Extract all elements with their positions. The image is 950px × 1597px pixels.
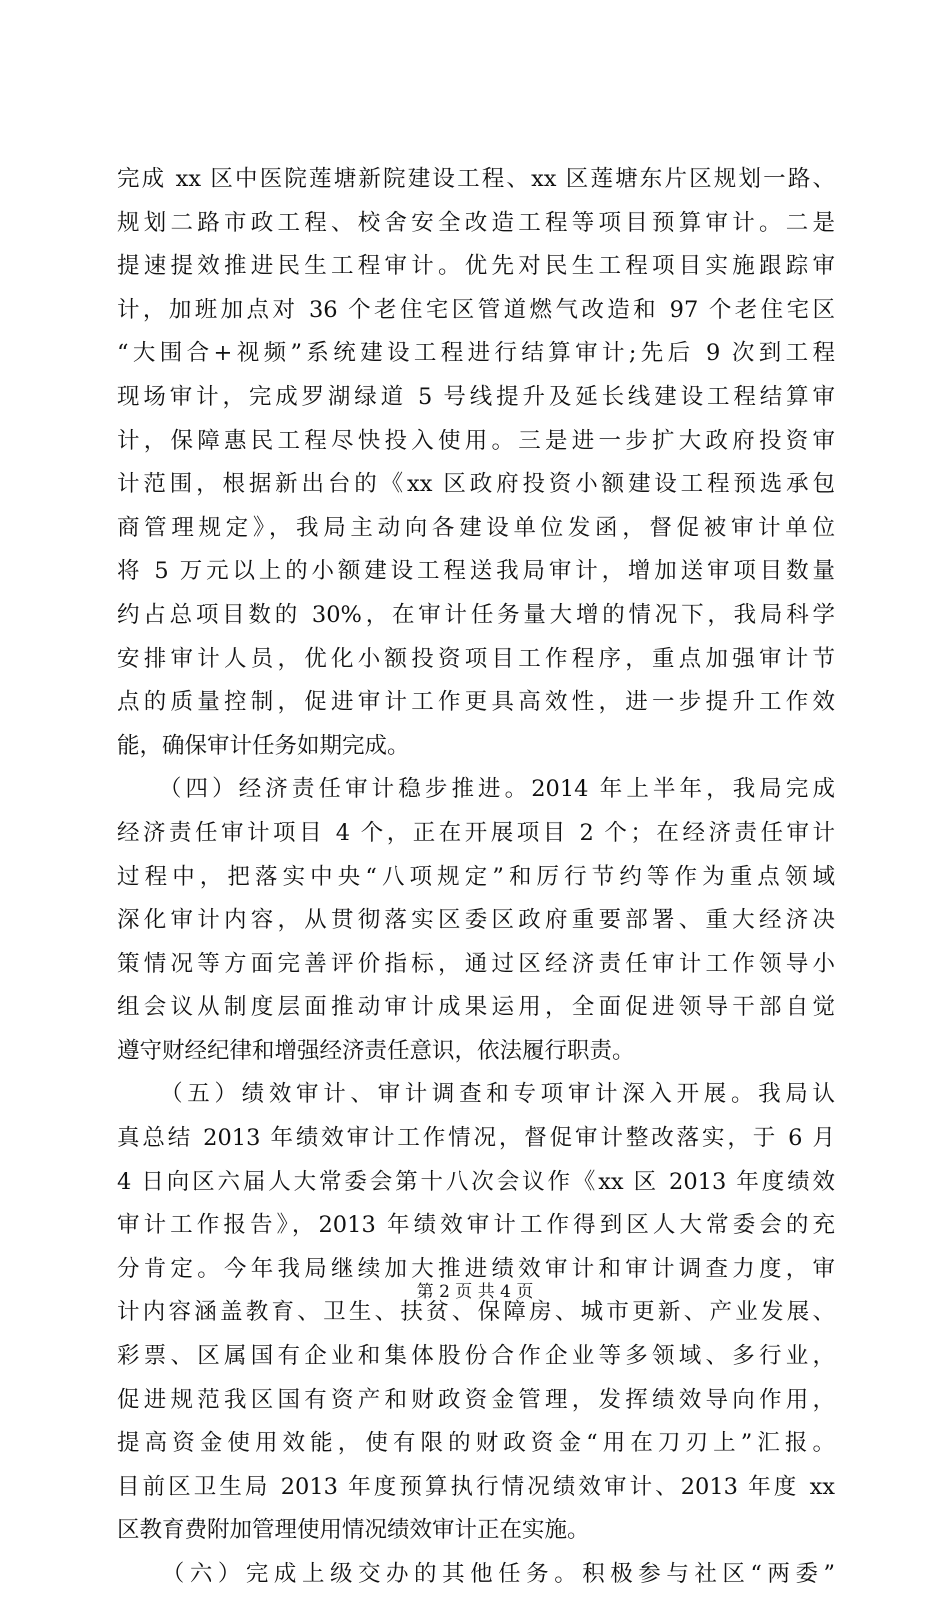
text-line: 目前区卫生局 2013 年度预算执行情况绩效审计、2013 年度 xx [117, 1473, 835, 1500]
text-line: （五）绩效审计、审计调查和专项审计深入开展。我局认 [117, 1081, 835, 1108]
text-line: 过程中，把落实中央“八项规定”和厉行节约等作为重点领域 [117, 863, 835, 890]
text-line: 4 日向区六届人大常委会第十八次会议作《xx 区 2013 年度绩效 [117, 1168, 835, 1195]
text-line: 将 5 万元以上的小额建设工程送我局审计，增加送审项目数量 [117, 558, 835, 585]
page-footer: 第 2 页 共 4 页 [416, 1282, 534, 1302]
document-body [117, 158, 835, 1597]
text-line: 分肯定。今年我局继续加大推进绩效审计和审计调查力度，审 [117, 1255, 835, 1282]
text-line: 真总结 2013 年绩效审计工作情况，督促审计整改落实，于 6 月 [117, 1125, 835, 1152]
text-line: （六）完成上级交办的其他任务。积极参与社区“两委” [117, 1561, 835, 1587]
text-line: 经济责任审计项目 4 个，正在开展项目 2 个；在经济责任审计 [117, 819, 835, 846]
text-line: “大围合+视频”系统建设工程进行结算审计;先后 9 次到工程 [117, 340, 835, 367]
text-line: 审计工作报告》，2013 年绩效审计工作得到区人大常委会的充 [117, 1212, 835, 1239]
text-line: 规划二路市政工程、校舍安全改造工程等项目预算审计。二是 [117, 209, 835, 236]
text-line: 计，保障惠民工程尽快投入使用。三是进一步扩大政府投资审 [117, 427, 835, 454]
text-line: 计内容涵盖教育、卫生、扶贫、保障房、城市更新、产业发展、 [117, 1299, 835, 1326]
text-line: 提高资金使用效能，使有限的财政资金“用在刀刃上”汇报。 [117, 1430, 835, 1457]
text-line: 计范围，根据新出台的《xx 区政府投资小额建设工程预选承包 [117, 471, 835, 498]
text-line: 提速提效推进民生工程审计。优先对民生工程项目实施跟踪审 [117, 253, 835, 280]
text-line: 能，确保审计任务如期完成。 [117, 732, 410, 759]
text-line: 计，加班加点对 36 个老住宅区管道燃气改造和 97 个老住宅区 [117, 296, 835, 323]
text-line: 安排审计人员，优化小额投资项目工作程序，重点加强审计节 [117, 645, 835, 672]
text-line: 遵守财经纪律和增强经济责任意识，依法履行职责。 [117, 1037, 635, 1064]
text-line: （四）经济责任审计稳步推进。2014 年上半年，我局完成 [117, 776, 835, 803]
text-line: 策情况等方面完善评价指标，通过区经济责任审计工作领导小 [117, 950, 835, 977]
text-line: 点的质量控制，促进审计工作更具高效性，进一步提升工作效 [117, 689, 835, 716]
text-line: 完成 xx 区中医院莲塘新院建设工程、xx 区莲塘东片区规划一路、 [117, 166, 835, 192]
text-line: 促进规范我区国有资产和财政资金管理，发挥绩效导向作用， [117, 1386, 835, 1413]
text-line: 商管理规定》，我局主动向各建设单位发函，督促被审计单位 [117, 514, 835, 541]
text-line: 组会议从制度层面推动审计成果运用，全面促进领导干部自觉 [117, 994, 835, 1021]
text-line: 深化审计内容，从贯彻落实区委区政府重要部署、重大经济决 [117, 907, 835, 934]
text-line: 约占总项目数的 30%，在审计任务量大增的情况下，我局科学 [117, 601, 835, 628]
text-line: 彩票、区属国有企业和集体股份合作企业等多领域、多行业， [117, 1343, 835, 1370]
text-line: 现场审计，完成罗湖绿道 5 号线提升及延长线建设工程结算审 [117, 383, 835, 410]
text-line: 区教育费附加管理使用情况绩效审计正在实施。 [117, 1517, 590, 1544]
